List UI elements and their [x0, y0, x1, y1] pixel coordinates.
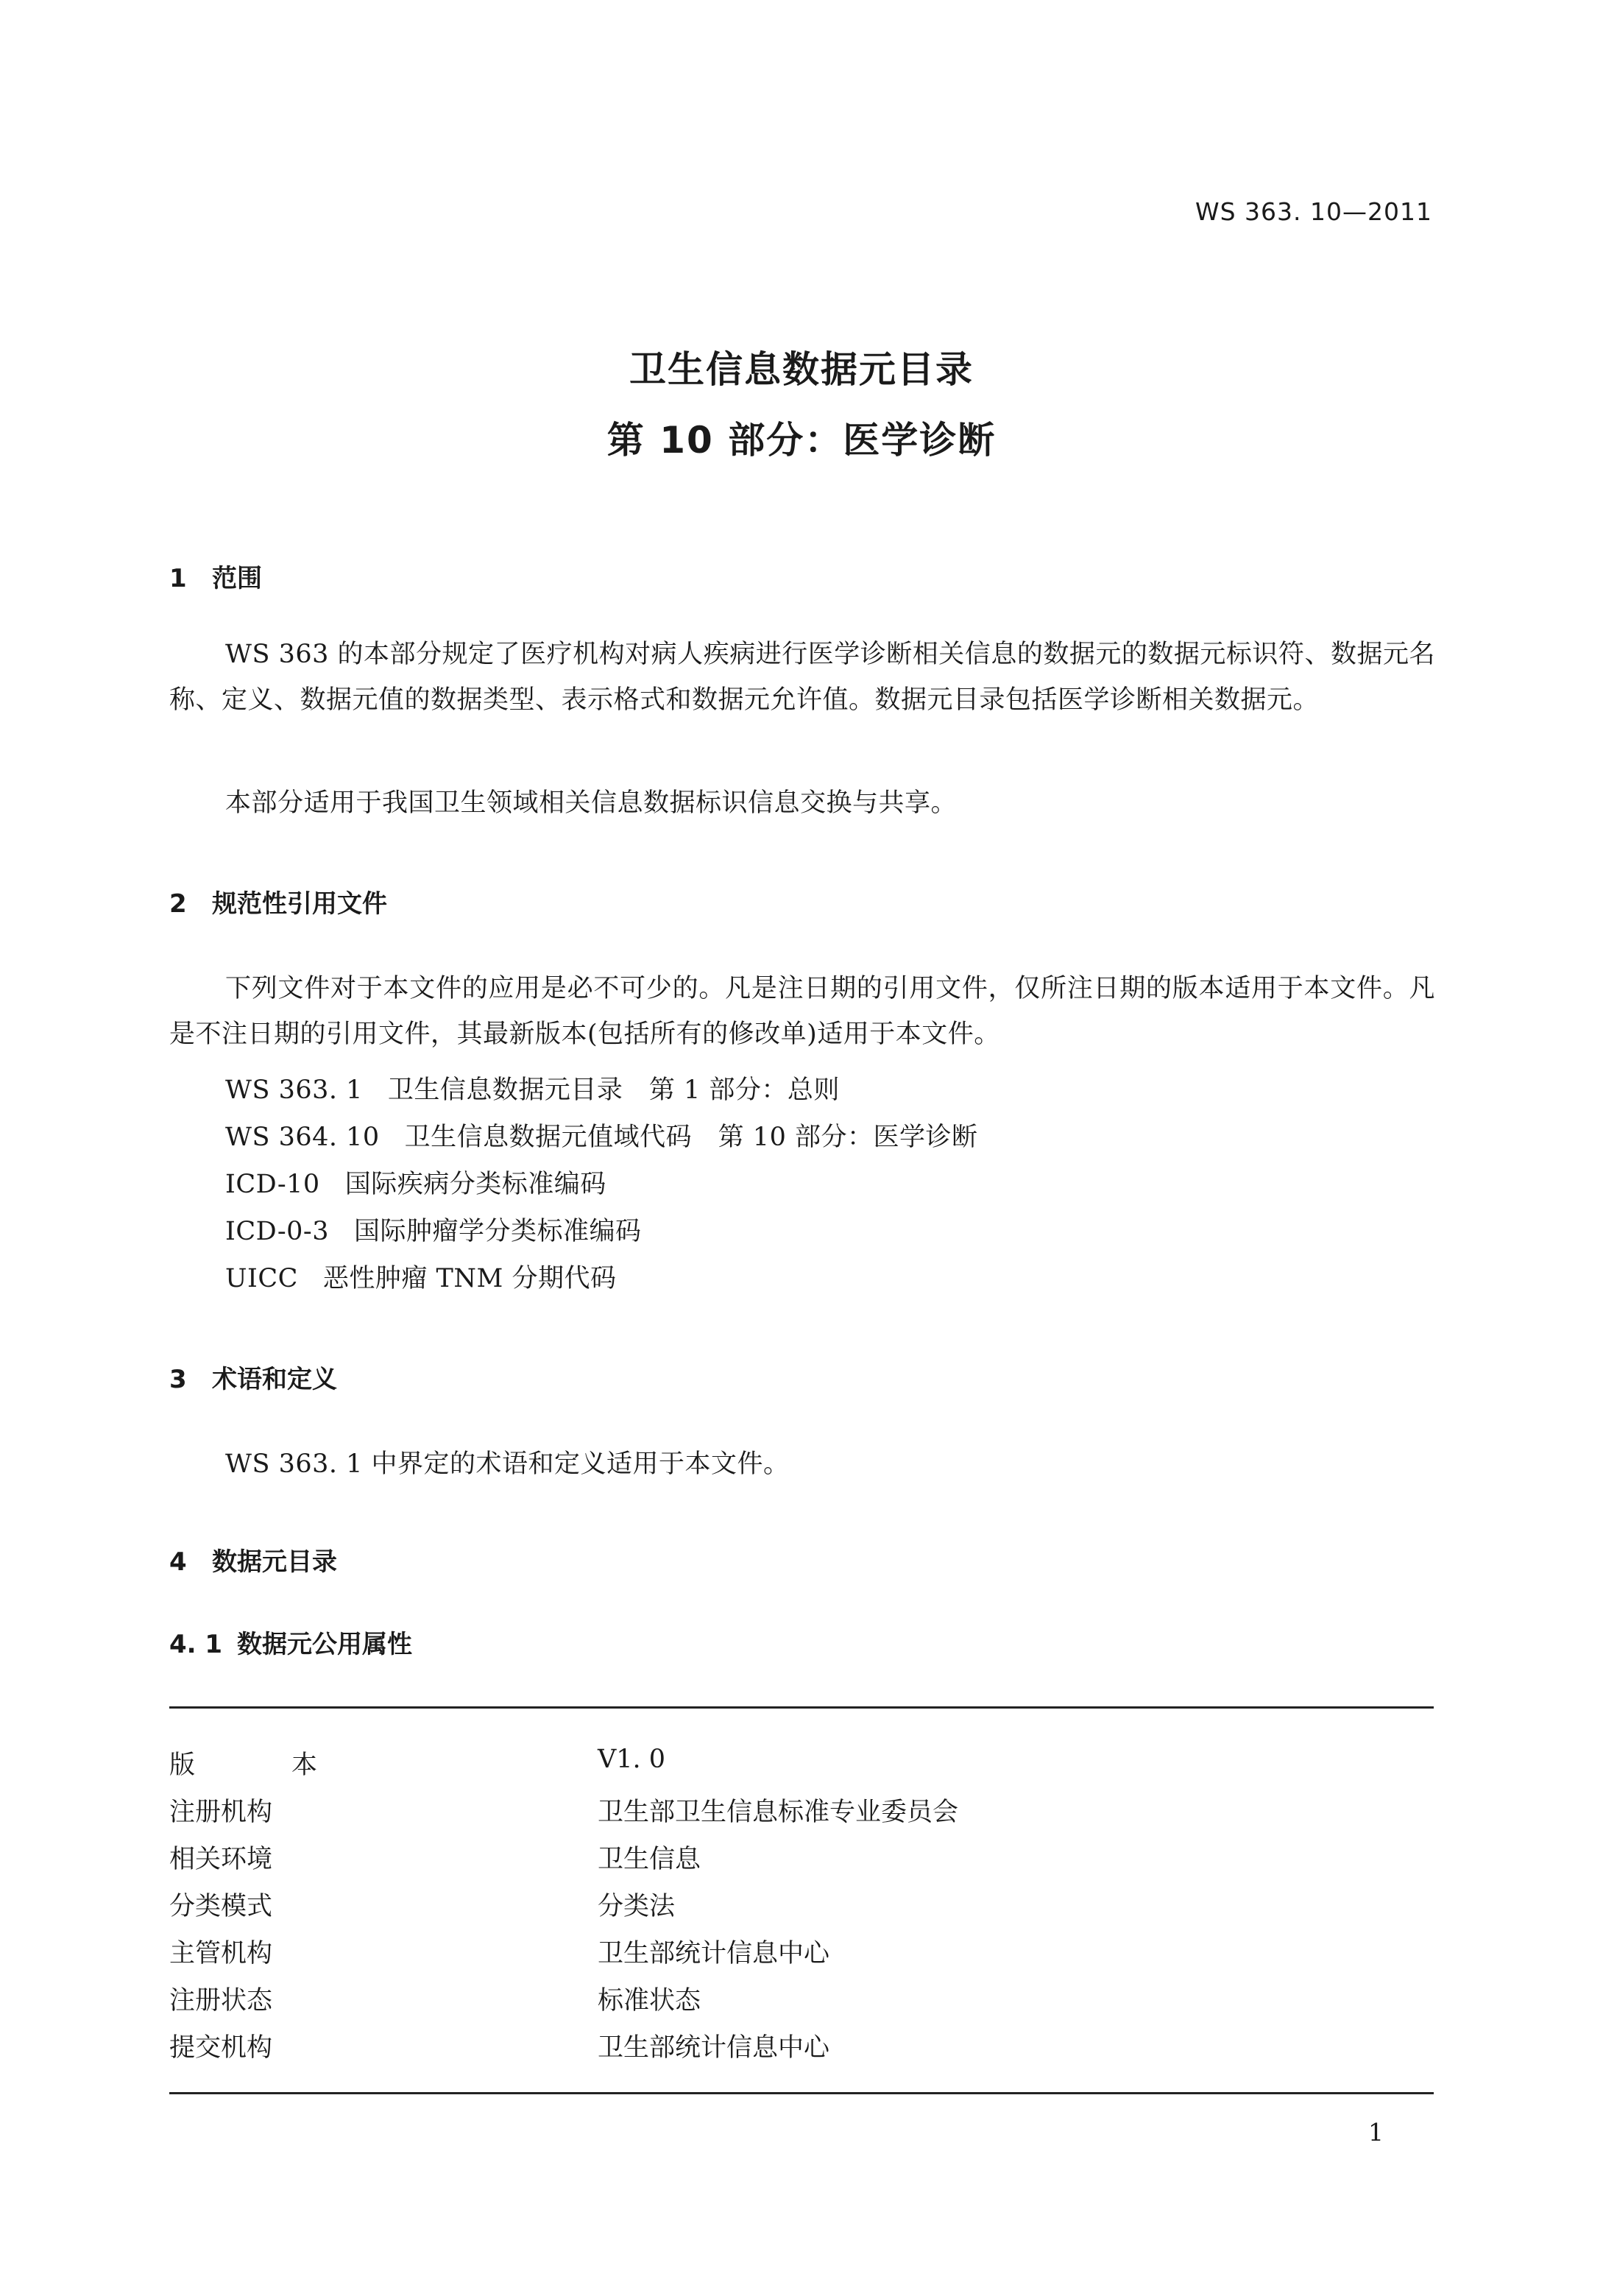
page-number: 1	[1368, 2118, 1384, 2147]
attr-label: 注册状态	[169, 1986, 273, 2016]
subsection-heading-common-attrs	[169, 1624, 412, 1660]
attr-label: 分类模式	[169, 1892, 273, 1921]
attr-label: 注册机构	[169, 1798, 273, 1827]
table-top-rule	[169, 1706, 1434, 1709]
standard-code: WS 363. 10—2011	[1195, 197, 1432, 226]
document-title: 卫生信息数据元目录	[629, 348, 974, 391]
reference-item	[225, 1067, 840, 1113]
reference-item	[225, 1256, 616, 1301]
attr-label: 相关环境	[169, 1845, 273, 1874]
attr-value: 卫生部统计信息中心	[598, 2033, 830, 2063]
reference-code: UICC	[225, 1264, 298, 1293]
section-title: 数据元公用属性	[237, 1630, 412, 1659]
reference-title: 国际肿瘤学分类标准编码	[354, 1217, 642, 1246]
section-number: 4	[169, 1547, 187, 1577]
attr-value: V1. 0	[598, 1745, 666, 1774]
reference-code: ICD-10	[225, 1170, 320, 1199]
attr-label: 版 本	[169, 1751, 353, 1780]
table-bottom-rule	[169, 2092, 1434, 2094]
attr-label: 主管机构	[169, 1939, 273, 1968]
attr-value: 标准状态	[598, 1986, 701, 2016]
attr-value: 分类法	[598, 1892, 676, 1921]
reference-item	[225, 1209, 642, 1254]
section-number: 4. 1	[169, 1630, 223, 1659]
normative-refs-intro: 下列文件对于本文件的应用是必不可少的。凡是注日期的引用文件，仅所注日期的版本适用于本文件。凡是不注日期的引用文件，其最新版本(包括所有的修改单)适用于本文件。	[169, 974, 1435, 1049]
attr-value: 卫生信息	[598, 1845, 701, 1874]
reference-code: ICD-0-3	[225, 1217, 330, 1246]
reference-item	[225, 1115, 977, 1160]
scope-paragraph: WS 363 的本部分规定了医疗机构对病人疾病进行医学诊断相关信息的数据元的数据元标识符、数据元名称、定义、数据元值的数据类型、表示格式和数据元允许值。数据元目录包括医学诊断相关数据元。	[169, 640, 1435, 715]
section-title: 术语和定义	[212, 1365, 337, 1394]
section-heading-terms	[169, 1359, 337, 1395]
reference-title: 卫生信息数据元目录 第 1 部分：总则	[387, 1075, 840, 1105]
reference-title: 国际疾病分类标准编码	[344, 1170, 606, 1199]
reference-title: 卫生信息数据元值域代码 第 10 部分：医学诊断	[404, 1123, 978, 1152]
section-number: 1	[169, 564, 187, 593]
attr-value: 卫生部卫生信息标准专业委员会	[598, 1798, 959, 1827]
attr-value: 卫生部统计信息中心	[598, 1939, 830, 1968]
reference-code: WS 363. 1	[225, 1075, 363, 1105]
section-heading-catalog	[169, 1541, 337, 1578]
attr-label: 提交机构	[169, 2033, 273, 2063]
section-heading-scope	[169, 558, 262, 594]
section-title: 范围	[212, 564, 262, 593]
reference-code: WS 364. 10	[225, 1123, 380, 1152]
section-number: 2	[169, 889, 187, 919]
reference-title: 恶性肿瘤 TNM 分期代码	[322, 1264, 617, 1293]
terms-paragraph: WS 363. 1 中界定的术语和定义适用于本文件。	[225, 1449, 790, 1479]
scope-applicability: 本部分适用于我国卫生领域相关信息数据标识信息交换与共享。	[225, 788, 958, 818]
section-number: 3	[169, 1365, 187, 1394]
section-heading-normative-refs	[169, 883, 387, 919]
reference-item	[225, 1162, 606, 1207]
section-title: 规范性引用文件	[212, 889, 387, 919]
section-title: 数据元目录	[212, 1547, 337, 1577]
document-subtitle: 第 10 部分：医学诊断	[606, 419, 997, 462]
